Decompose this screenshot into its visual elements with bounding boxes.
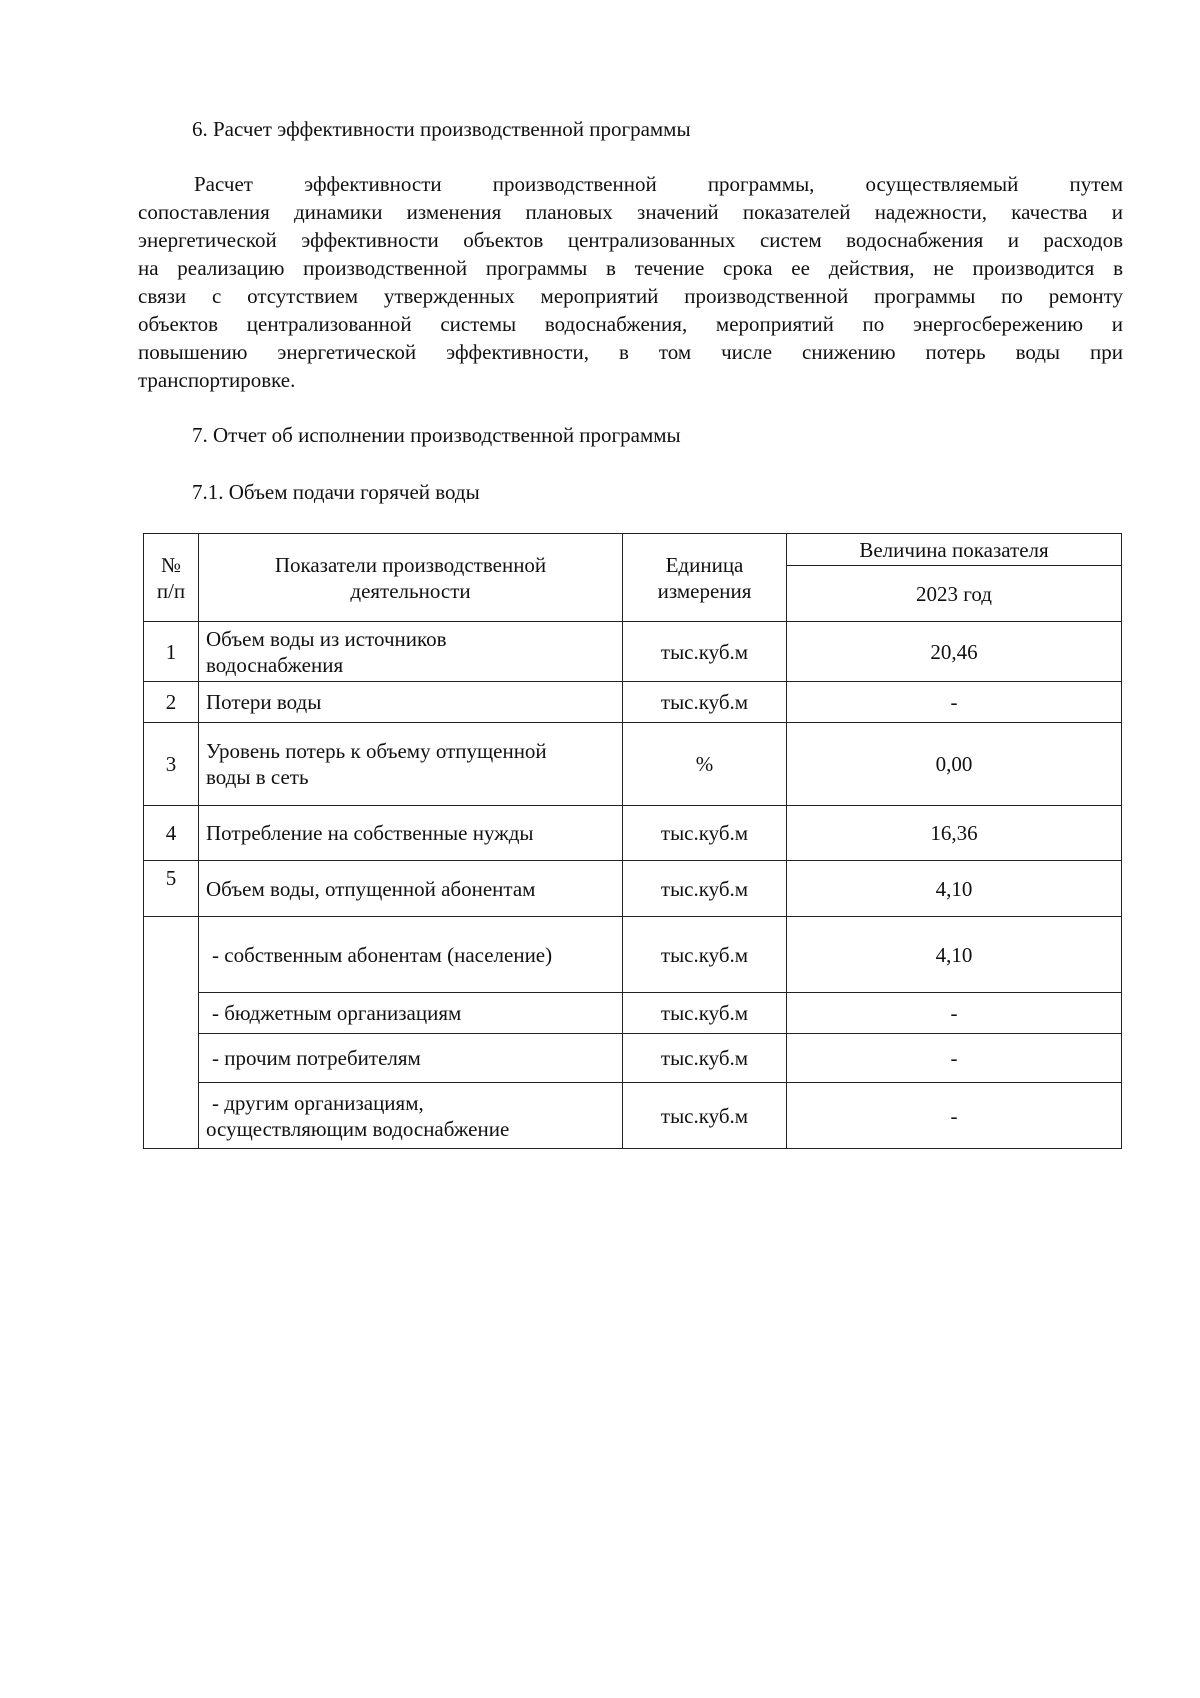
row-indicator-line: Уровень потерь к объему отпущенной [206,739,547,763]
paragraph-line: транспортировке. [138,368,296,392]
section-6-paragraph [138,170,1123,394]
row-indicator: Объем воды, отпущенной абонентам [199,861,623,917]
paragraph-line: сопоставления динамики изменения плановых значений показателей надежности, качества и [138,200,1123,224]
row-unit: тыс.куб.м [623,993,787,1034]
table-row [144,622,1122,682]
header-unit-cell [623,534,787,622]
sub-rows-number-cell [144,917,199,1149]
paragraph-line: энергетической эффективности объектов централизованных систем водоснабжения и расходов [138,228,1123,252]
row-value: - [787,993,1122,1034]
header-unit-line2: измерения [657,578,752,603]
table-row [144,1034,1122,1083]
row-value: 16,36 [787,806,1122,861]
table-row [144,723,1122,806]
row-number: 1 [144,622,199,682]
header-number-line1: № [160,552,182,577]
header-year: 2023 год [787,566,1122,622]
section-6-heading: 6. Расчет эффективности производственной программы [192,117,691,141]
row-number: 2 [144,682,199,723]
row-unit: % [623,723,787,806]
header-number-line2: п/п [156,578,186,603]
row-indicator-line: Объем воды из источников [206,626,447,651]
row-indicator [199,1083,623,1149]
table-row [144,993,1122,1034]
row-number: 4 [144,806,199,861]
table-row [144,917,1122,993]
row-unit: тыс.куб.м [623,806,787,861]
paragraph-line: объектов централизованной системы водоснабжения, мероприятий по энергосбережению и [138,312,1123,336]
table-row [144,861,1122,917]
row-indicator-line: воды в сеть [206,765,309,789]
row-unit: тыс.куб.м [623,861,787,917]
header-indicator-line2: деятельности [350,578,471,603]
row-indicator: - бюджетным организациям [199,993,623,1034]
row-value: 20,46 [787,622,1122,682]
row-value: - [787,1034,1122,1083]
section-7-heading: 7. Отчет об исполнении производственной программы [192,423,681,447]
row-unit: тыс.куб.м [623,682,787,723]
row-unit: тыс.куб.м [623,1083,787,1149]
row-indicator [199,723,623,806]
row-indicator: Потери воды [199,682,623,723]
row-unit: тыс.куб.м [623,1034,787,1083]
table-row [144,806,1122,861]
row-number: 5 [144,861,199,917]
row-indicator-line: водоснабжения [206,652,344,677]
paragraph-line: Расчет эффективности производственной программы, осуществляемый путем [194,172,1123,196]
row-indicator: - прочим потребителям [199,1034,623,1083]
table-header-row [144,534,1122,566]
header-value-group: Величина показателя [787,534,1122,566]
row-unit: тыс.куб.м [623,622,787,682]
row-indicator-line: - другим организациям, [212,1090,424,1115]
row-value: - [787,682,1122,723]
header-indicator-line1: Показатели производственной [274,552,547,577]
row-value: 4,10 [787,861,1122,917]
table-row [144,682,1122,723]
paragraph-line: повышению энергетической эффективности, в том числе снижению потерь воды при [138,340,1123,364]
row-indicator-line: осуществляющим водоснабжение [206,1116,510,1141]
row-indicator [199,622,623,682]
header-indicator-cell [199,534,623,622]
paragraph-line: на реализацию производственной программы в течение срока ее действия, не производится в [138,256,1123,280]
section-7-1-heading: 7.1. Объем подачи горячей воды [192,480,480,504]
row-value: 0,00 [787,723,1122,806]
header-number-cell [144,534,199,622]
row-number: 3 [144,723,199,806]
row-indicator: - собственным абонентам (население) [199,917,623,993]
hot-water-supply-table [143,533,1122,1149]
row-value: 4,10 [787,917,1122,993]
row-value: - [787,1083,1122,1149]
paragraph-line: связи с отсутствием утвержденных мероприятий производственной программы по ремонту [138,284,1123,308]
header-unit-line1: Единица [665,552,744,577]
table-row [144,1083,1122,1149]
row-indicator: Потребление на собственные нужды [199,806,623,861]
row-unit: тыс.куб.м [623,917,787,993]
